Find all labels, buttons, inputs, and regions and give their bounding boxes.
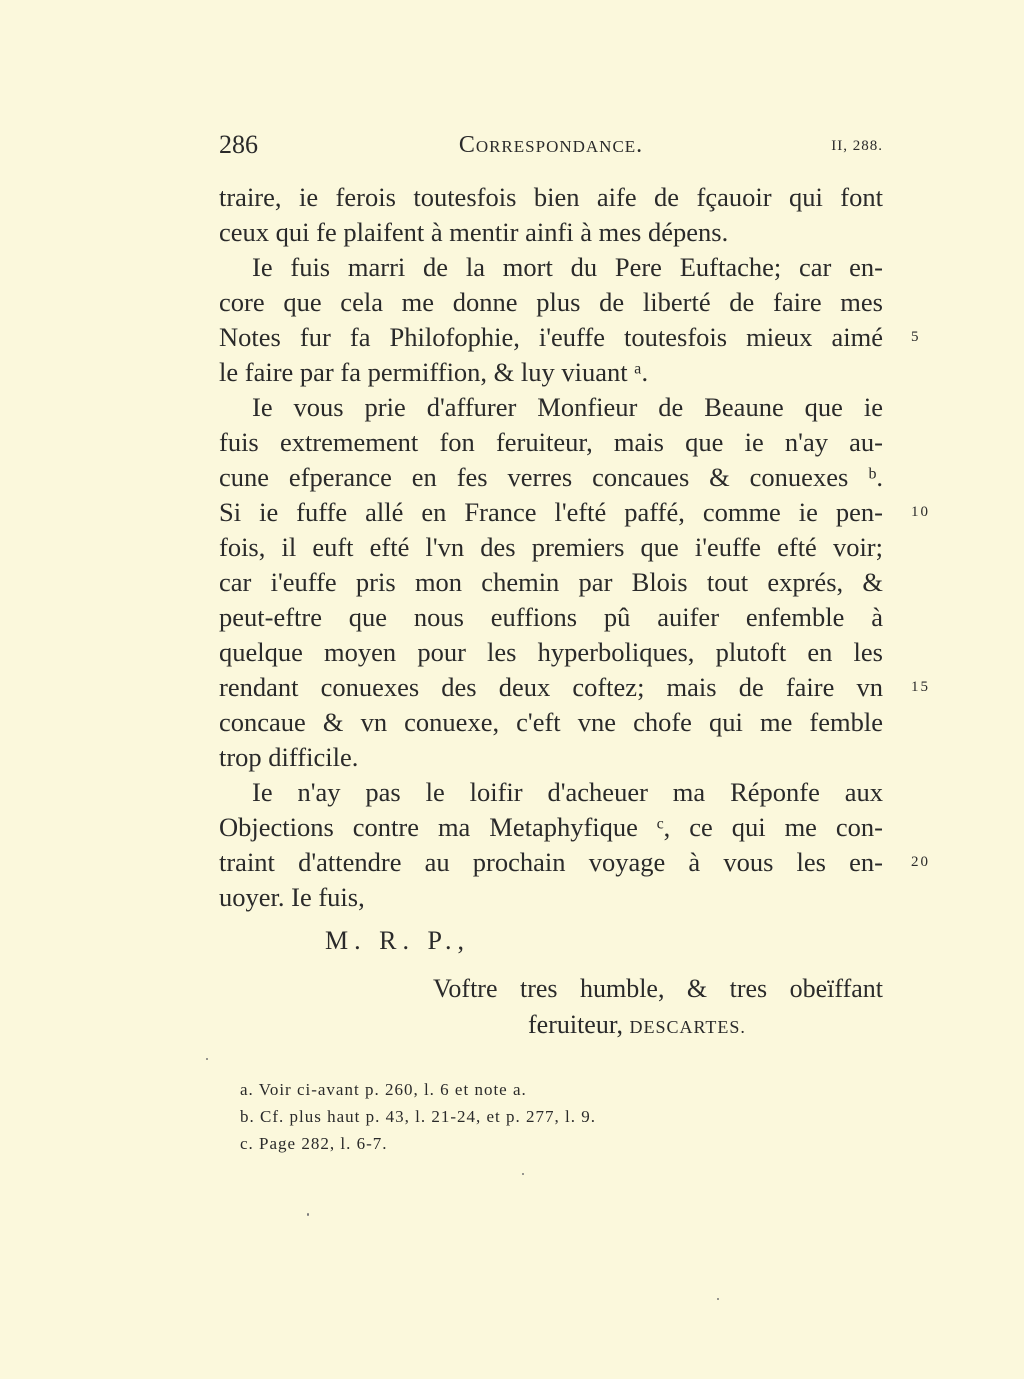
text-line: rendant conuexes des deux coftez; mais de faire vn 15 [219,670,883,705]
footnote: c. Page 282, l. 6-7. [240,1134,388,1153]
paper-speck [522,1173,524,1175]
closing-word: feruiteur, [528,1010,623,1039]
footnotes [240,1076,840,1157]
text-line: cune efperance en fes verres concaues & conuexes ᵇ. [219,462,883,492]
text-line: trop difficile. [219,742,359,772]
text-line: uoyer. Ie fuis, [219,882,365,912]
text-line: car i'euffe pris mon chemin par Blois tout exprés, & [219,567,883,597]
closing-formula: Voftre tres humble, & tres obeïffant [433,974,883,1003]
text-line: traint d'attendre au prochain voyage à vous les en- 20 [219,845,883,880]
letter-body [219,180,930,915]
text-line: ceux qui fe plaifent à mentir ainfi à mes dépens. [219,217,729,247]
text-line: fuis extremement fon feruiteur, mais que ie n'ay au- [219,427,883,457]
text-line: fois, il euft efté l'vn des premiers que i'euffe efté voir; [219,532,883,562]
text-line: Si ie fuffe allé en France l'efté paffé, comme ie pen- 10 [219,495,883,530]
page-reference: II, 288. [831,138,883,154]
text-line: Ie n'ay pas le loifir d'acheuer ma Réponfe aux [252,777,883,807]
line-number: 15 [911,679,930,695]
text-line: quelque moyen pour les hyperboliques, plutoft en les [219,637,883,667]
text-line: le faire par fa permiffion, & luy viuant ᵃ. [219,357,649,387]
footnote: b. Cf. plus haut p. 43, l. 21-24, et p. 277, l. 9. [240,1107,596,1126]
line-number: 10 [911,504,930,520]
page-number: 286 [219,130,258,159]
text-line: traire, ie ferois toutesfois bien aife de fçauoir qui font [219,182,883,212]
paper-speck [717,1298,719,1300]
text-line: core que cela me donne plus de liberté de faire mes [219,287,883,317]
line-number: 5 [911,329,921,345]
salutation: M. R. P., [325,926,471,955]
text-line: Objections contre ma Metaphyfique ᶜ, ce qui me con- [219,812,883,842]
text-line: Ie fuis marri de la mort du Pere Euftache; car en- [252,252,883,282]
signature: DESCARTES. [629,1017,746,1037]
text-line: concaue & vn conuexe, c'eft vne chofe qui me femble [219,707,883,737]
paper-speck [307,1213,309,1216]
running-head: Correspondance. [458,132,644,158]
text-line: Ie vous prie d'affurer Monfieur de Beaune que ie [252,392,883,422]
paper-speck [206,1058,208,1060]
footnote: a. Voir ci-avant p. 260, l. 6 et note a. [240,1080,527,1099]
page-header [219,130,883,170]
text-line: Notes fur fa Philofophie, i'euffe toutesfois mieux aimé 5 [219,320,883,355]
text-line: peut-eftre que nous euffions pû auifer enfemble à [219,602,883,632]
closing-signature-line [528,1010,746,1040]
line-number: 20 [911,854,930,870]
